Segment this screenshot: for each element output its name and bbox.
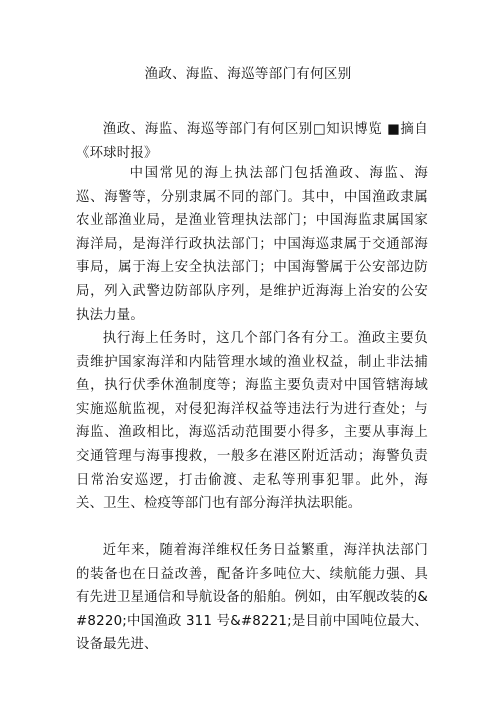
- paragraph-departments: 中国常见的海上执法部门包括渔政、海监、海巡、海警等，分别隶属不同的部门。其中，中国渔政隶属农业部渔业局，是渔业管理执法部门；中国海监隶属国家海洋局，是海洋行政执法部门；中国海巡隶属于交通部海事局，属于海上安全执法部门；中国海警属于公安部边防局，列入武警边防部队序列，是维护近海海上治安的公安执法力量。: [76, 166, 428, 323]
- paragraph-duties: 执行海上任务时，这几个部门各有分工。渔政主要负责维护国家海洋和内陆管理水域的渔业权益，制止非法捕鱼，执行伏季休渔制度等；海监主要负责对中国管辖海域实施巡航监视，对侵犯海洋权益等违法行为进行查处；与海监、渔政相比，海巡活动范围要小得多，主要从事海上交通管理与海事搜救，一般多在港区附近活动；海警负责日常治安巡逻，打击偷渡、走私等刑事犯罪。此外，海关、卫生、检疫等部门也有部分海洋执法职能。: [76, 331, 428, 512]
- paragraph-source: 渔政、海监、海巡等部门有何区别□知识博览 ■摘自《环球时报》: [76, 122, 428, 161]
- document-title: 渔政、海监、海巡等部门有何区别: [144, 66, 352, 82]
- paragraph-equipment: 近年来，随着海洋维权任务日益繁重，海洋执法部门的装备也在日益改善，配备许多吨位大、续航能力强、具有先进卫星通信和导航设备的船舶。例如，由军舰改装的&#8220;中国渔政 311 号&#8221;是目前中国吨位最大、设备最先进、: [76, 543, 428, 653]
